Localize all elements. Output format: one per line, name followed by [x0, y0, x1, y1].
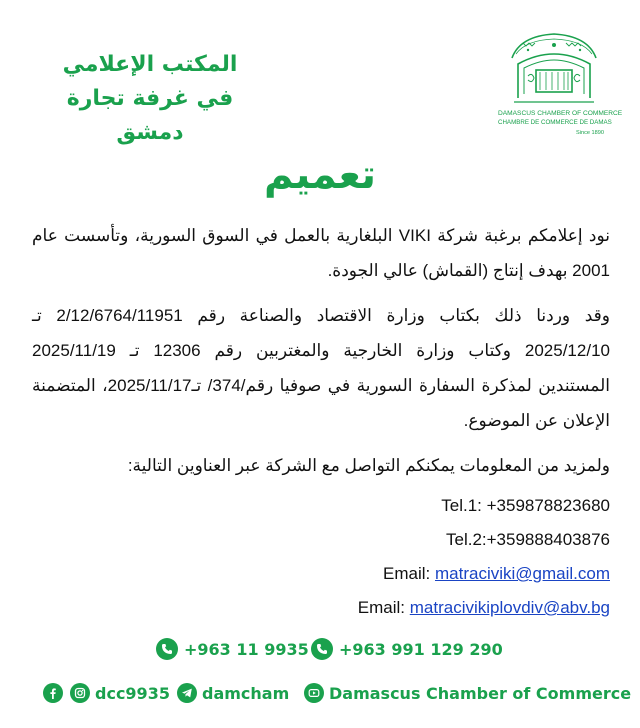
footer-phone-mobile[interactable] [311, 638, 503, 660]
instagram-icon [70, 683, 90, 703]
logo-caption-english: DAMASCUS CHAMBER OF COMMERCE [498, 110, 623, 117]
contact-tel2: Tel.2:+359888403876 [445, 530, 610, 549]
footer-social-handle2: damcham [202, 683, 290, 703]
chamber-seal-icon [506, 28, 602, 108]
phone-icon [156, 638, 178, 660]
email2-link[interactable]: matracivikiplovdiv@abv.bg [409, 598, 610, 617]
footer-phone2-text: +963 991 129 290 [339, 639, 503, 659]
logo-caption-french: CHAMBRE DE COMMERCE DE DAMAS [498, 119, 612, 126]
contact-email1 [32, 557, 610, 591]
footer-phone1-text: +963 11 9935 [184, 639, 309, 659]
youtube-icon [304, 683, 324, 703]
office-title-line1: المكتب الإعلامي [62, 52, 238, 77]
telegram-icon [177, 683, 197, 703]
media-office-title [30, 48, 270, 150]
email1-link[interactable]: matraciviki@gmail.com [434, 564, 610, 583]
contact-email2 [32, 591, 610, 625]
body-paragraph-intro: نود إعلامكم برغبة شركة VIKI البلغارية بالعمل في السوق السورية، وتأسست عام 2001 بهدف إنتاج (القماش) عالي الجودة. [32, 226, 610, 280]
phone-icon [311, 638, 333, 660]
document-title: تعميم [263, 152, 377, 198]
chamber-logo [498, 26, 623, 144]
body-paragraph-references: وقد وردنا ذلك بكتاب وزارة الاقتصاد والصناعة رقم 2/12/6764/11951 تـ 2025/12/10 وكتاب وزارة الخارجية والمغتربين رقم 12306 تـ 2025/11/19 المستندين لمذكرة السفارة السورية في صوفيا رقم/374/ تـ2025/11/17، المتضمنة الإعلان عن الموضوع. [32, 306, 611, 430]
email1-label: Email: [383, 564, 435, 583]
footer-phones [0, 638, 640, 666]
footer-social-facebook-instagram[interactable] [43, 683, 170, 703]
facebook-icon [43, 683, 63, 703]
body-paragraph-contact-intro: ولمزيد من المعلومات يمكنكم التواصل مع الشركة عبر العناوين التالية: [127, 456, 610, 475]
document-body [32, 218, 610, 625]
footer-social-youtube[interactable] [304, 683, 631, 703]
contact-tel1: Tel.1: +359878823680 [441, 496, 610, 515]
footer-social-handle1: dcc9935 [95, 683, 170, 703]
logo-caption-since: Since 1890 [576, 130, 604, 136]
footer-social-name: Damascus Chamber of Commerce [329, 683, 632, 703]
footer-socials [0, 683, 640, 713]
email2-label: Email: [357, 598, 410, 617]
footer-phone-landline[interactable] [156, 638, 309, 660]
footer-social-telegram[interactable] [177, 683, 289, 703]
office-title-line2: في غرفة تجارة دمشق [66, 86, 234, 145]
letterhead [0, 0, 640, 145]
